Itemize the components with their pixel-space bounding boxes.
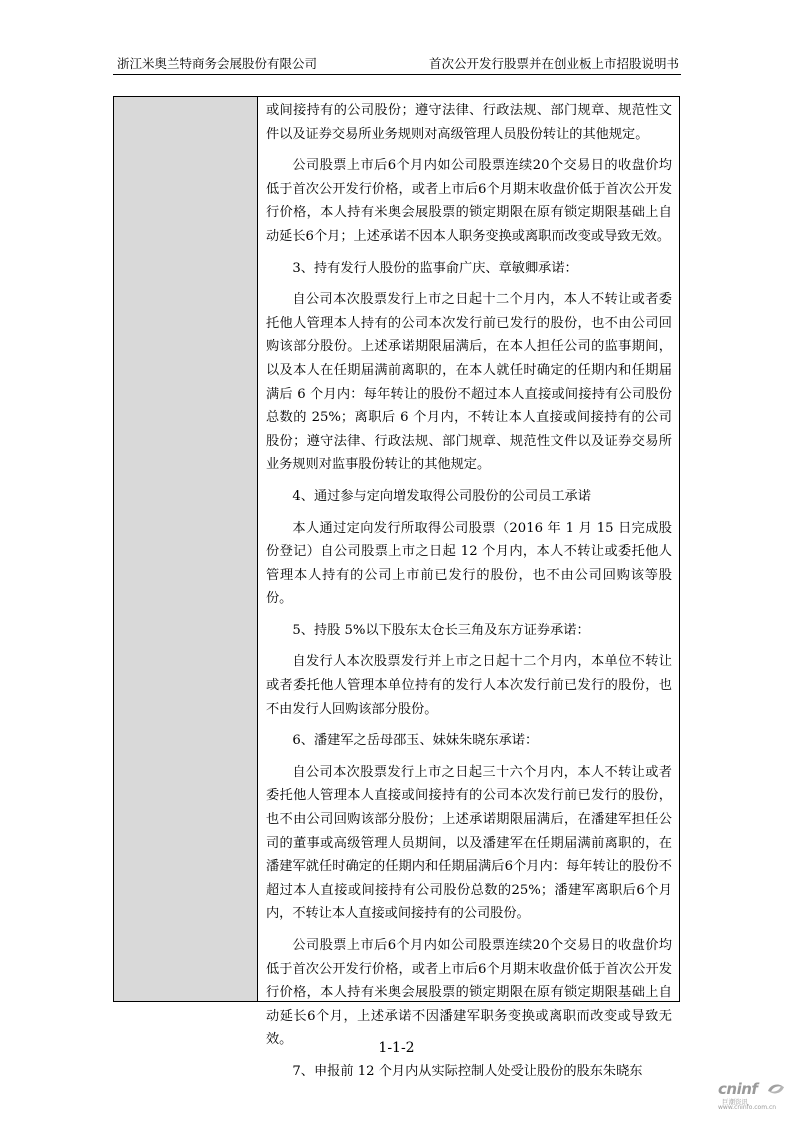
paragraph: 或间接持有的公司股份；遵守法律、行政法规、部门规章、规范性文件以及证券交易所业务规则对高级管理人员股份转让的其他规定。 bbox=[266, 103, 672, 142]
paragraph-heading: 4、通过参与定向增发取得公司股份的公司员工承诺 bbox=[292, 488, 591, 504]
paragraph-heading: 6、潘建军之岳母邵玉、妹妹朱晓东承诺： bbox=[292, 733, 539, 749]
page-header bbox=[113, 54, 681, 75]
paragraph: 自公司本次股票发行上市之日起三十六个月内，本人不转让或者委托他人管理本人直接或间接持有的公司本次发行前已发行的股份，也不由公司回购该部分股份；上述承诺期限届满后，在潘建军担任公司的董事或高级管理人员期间，以及潘建军在任期届满前离职的，在潘建军就任时确定的任期内和任期届满后6个月内：每年转让的股份不超过本人直接或间接持有公司股份总数的25%；潘建军离职后6个月内，不转让本人直接或间接持有的公司股份。 bbox=[266, 764, 672, 922]
logo-swirl-icon bbox=[765, 1081, 787, 1097]
company-name: 浙江米奥兰特商务会展股份有限公司 bbox=[117, 56, 318, 71]
paragraph: 本人通过定向发行所取得公司股票（2016 年 1 月 15 日完成股份登记）自公司股票上市之日起 12 个月内，本人不转让或委托他人管理本人持有的公司上市前已发行的股份，也不由公司回购该等股份。 bbox=[266, 520, 672, 607]
logo-chinese-name: 巨潮资讯 bbox=[722, 1098, 748, 1106]
paragraph: 自发行人本次股票发行并上市之日起十二个月内，本单位不转让或者委托他人管理本单位持有的发行人本次发行前已发行的股份，也不由发行人回购该部分股份。 bbox=[266, 654, 672, 717]
page-number: 1-1-2 bbox=[378, 1040, 415, 1056]
paragraph-heading: 3、持有发行人股份的监事俞广庆、章敏卿承诺： bbox=[292, 260, 578, 276]
paragraph-heading: 7、申报前 12 个月内从实际控制人处受让股份的股东朱晓东 bbox=[292, 1063, 643, 1079]
paragraph: 自公司本次股票发行上市之日起十二个月内，本人不转让或者委托他人管理本人持有的公司本次发行前已发行的股份，也不由公司回购该部分股份。上述承诺期限届满后，在本人担任公司的监事期间，以及本人在任期届满前离职的，在本人就任时确定的任期内和任期届满后 6 个月内：每年转让的股份不超过本人直接或间接持有公司股份总数的 25%；离职后 6 个月内，不转让本人直接或间接持有的公司股份；遵守法律、行政法规、部门规章、规范性文件以及证券交易所业务规则对监事股份转让的其他规定。 bbox=[266, 292, 672, 473]
logo-url: www.cninfo.com.cn bbox=[718, 1104, 777, 1111]
cninfo-logo bbox=[718, 1080, 790, 1110]
logo-wordmark: cninf bbox=[718, 1080, 758, 1098]
table-content-cell bbox=[266, 99, 672, 1092]
paragraph-heading: 5、持股 5%以下股东太仓长三角及东方证券承诺： bbox=[292, 622, 590, 638]
paragraph: 公司股票上市后6个月内如公司股票连续20个交易日的收盘价均低于首次公开发行价格，或者上市后6个月期末收盘价低于首次公开发行价格，本人持有米奥会展股票的锁定期限在原有锁定期限基础上自动延长6个月；上述承诺不因本人职务变换或离职而改变或导致无效。 bbox=[266, 158, 672, 244]
table-label-cell bbox=[114, 97, 258, 1001]
paragraph: 公司股票上市后6个月内如公司股票连续20个交易日的收盘价均低于首次公开发行价格，或者上市后6个月期末收盘价低于首次公开发行价格，本人持有米奥会展股票的锁定期限在原有锁定期限基础上自动延长6个月，上述承诺不因潘建军职务变换或离职而改变或导致无效。 bbox=[266, 938, 672, 1048]
document-title: 首次公开发行股票并在创业板上市招股说明书 bbox=[428, 56, 679, 71]
